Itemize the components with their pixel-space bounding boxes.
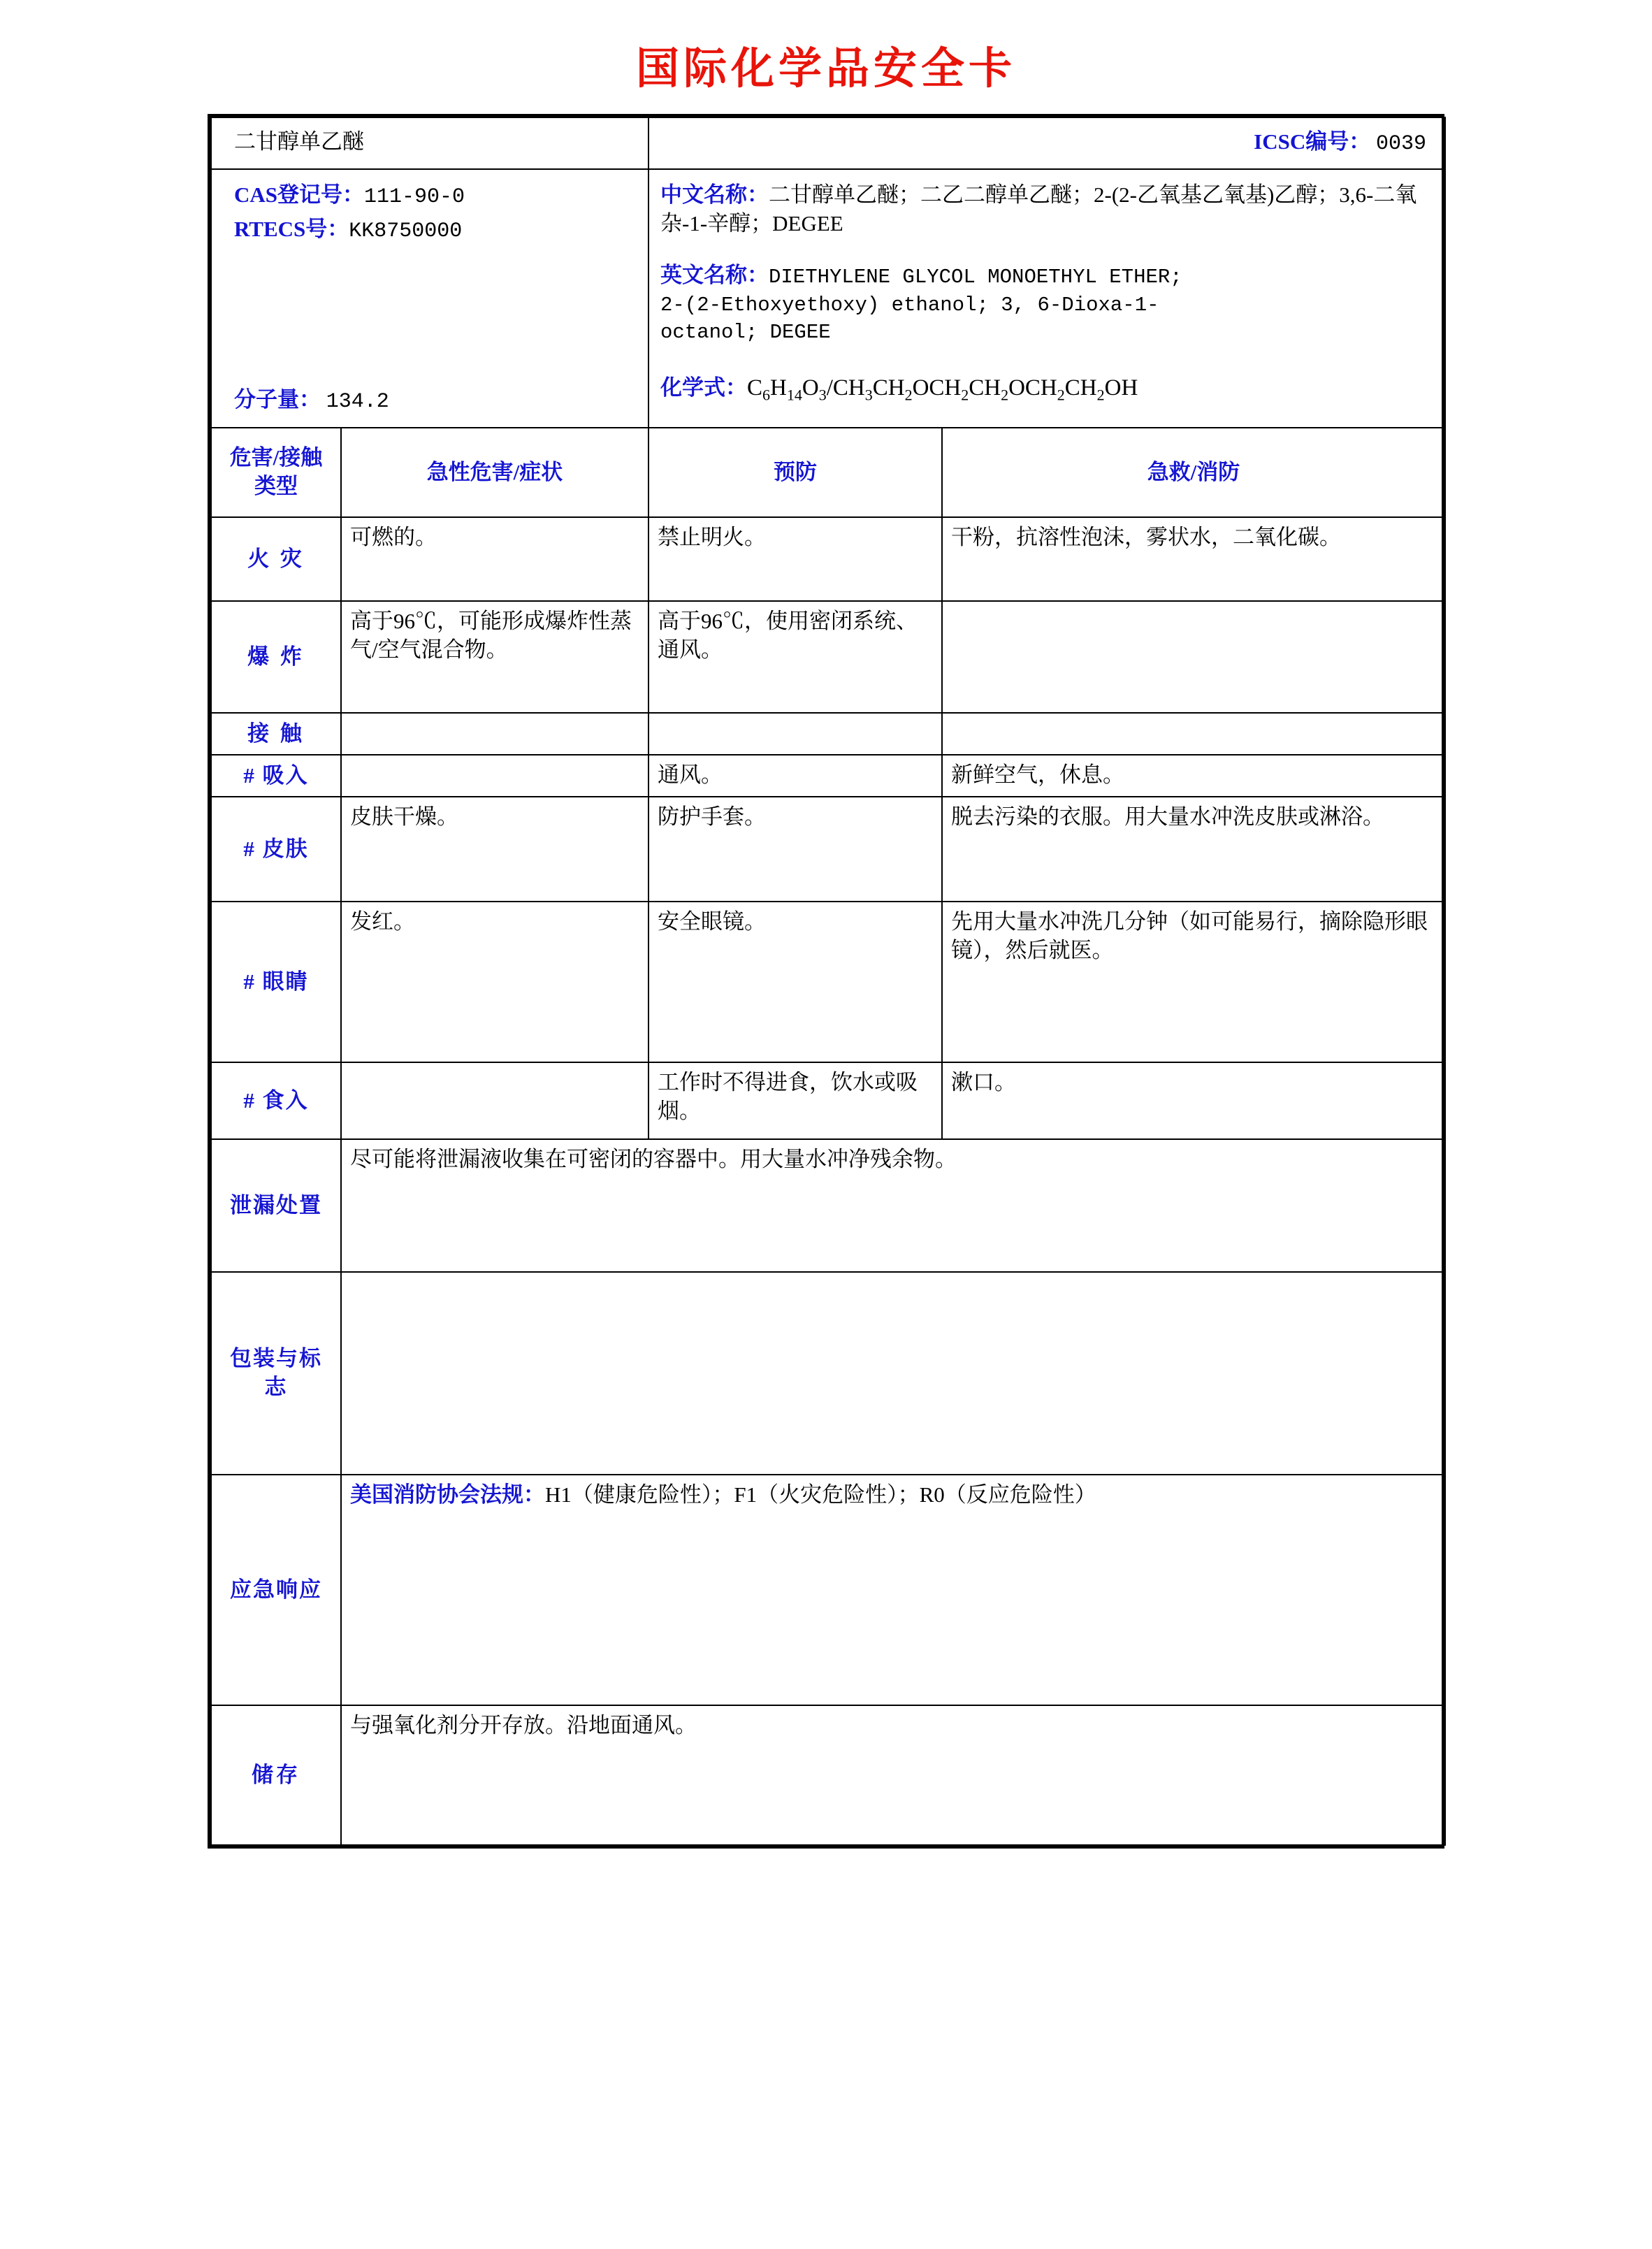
table-row-spillage bbox=[211, 1139, 1445, 1272]
page-title: 国际化学品安全卡 bbox=[635, 45, 1016, 93]
table-row-emergency-response bbox=[211, 1475, 1445, 1705]
table-row-eyes bbox=[211, 902, 1445, 1062]
table-row-ingestion bbox=[211, 1062, 1445, 1139]
english-names-line-3: octanol; DEGEE bbox=[660, 321, 831, 345]
formula-label: 化学式： bbox=[660, 375, 747, 400]
cas-value: 111-90-0 bbox=[364, 185, 465, 209]
row-label-ingestion: # 食入 bbox=[211, 1062, 341, 1139]
cell-skin-firstaid: 脱去污染的衣服。用大量水冲洗皮肤或淋浴。 bbox=[942, 797, 1445, 902]
english-names-line-2: 2-(2-Ethoxyethoxy) ethanol; 3, 6-Dioxa-1- bbox=[660, 293, 1159, 317]
row-label-packaging: 包装与标志 bbox=[211, 1272, 341, 1475]
chinese-names-line bbox=[660, 181, 1426, 238]
row-label-inhalation: # 吸入 bbox=[211, 755, 341, 797]
icsc-card bbox=[208, 114, 1444, 1849]
cell-exposure-firstaid bbox=[942, 713, 1445, 755]
row-label-emergency-response: 应急响应 bbox=[211, 1475, 341, 1705]
cell-inhalation-prevention: 通风。 bbox=[649, 755, 942, 797]
cell-eyes-firstaid: 先用大量水冲洗几分钟（如可能易行，摘除隐形眼镜），然后就医。 bbox=[942, 902, 1445, 1062]
molecular-weight-value: 134.2 bbox=[326, 389, 389, 414]
table-row-header bbox=[211, 117, 1445, 169]
row-label-eyes: # 眼睛 bbox=[211, 902, 341, 1062]
cell-ingestion-prevention: 工作时不得进食，饮水或吸烟。 bbox=[649, 1062, 942, 1139]
cell-storage-text: 与强氧化剂分开存放。沿地面通风。 bbox=[341, 1705, 1445, 1845]
table-row-storage bbox=[211, 1705, 1445, 1845]
row-label-exposure: 接 触 bbox=[211, 713, 341, 755]
cell-inhalation-hazard bbox=[341, 755, 649, 797]
english-names-line-1 bbox=[660, 261, 1426, 291]
table-row-exposure bbox=[211, 713, 1445, 755]
icsc-table bbox=[210, 117, 1446, 1846]
icsc-number: 0039 bbox=[1376, 132, 1427, 156]
table-row-identification bbox=[211, 169, 1445, 428]
column-header-acute-hazards: 急性危害/症状 bbox=[341, 428, 649, 517]
cell-skin-prevention: 防护手套。 bbox=[649, 797, 942, 902]
row-label-fire: 火 灾 bbox=[211, 517, 341, 601]
cas-label: CAS登记号： bbox=[234, 182, 365, 207]
cell-ingestion-firstaid: 漱口。 bbox=[942, 1062, 1445, 1139]
table-row-fire bbox=[211, 517, 1445, 601]
row-label-skin: # 皮肤 bbox=[211, 797, 341, 902]
cell-fire-prevention: 禁止明火。 bbox=[649, 517, 942, 601]
cas-line bbox=[234, 181, 641, 212]
english-names-block bbox=[660, 261, 1426, 346]
row-label-spillage: 泄漏处置 bbox=[211, 1139, 341, 1272]
cell-exposure-hazard bbox=[341, 713, 649, 755]
cell-fire-firstaid: 干粉，抗溶性泡沫，雾状水，二氧化碳。 bbox=[942, 517, 1445, 601]
rtecs-value: KK8750000 bbox=[349, 219, 463, 244]
cell-skin-hazard: 皮肤干燥。 bbox=[341, 797, 649, 902]
rtecs-line bbox=[234, 215, 641, 246]
formula-value: $C_6H_{14}O_3/CH_3CH_2OCH_2CH_2OCH_2CH_2OH$ bbox=[747, 375, 1138, 404]
cell-explosion-prevention: 高于96℃，使用密闭系统、通风。 bbox=[649, 601, 942, 713]
column-header-prevention: 预防 bbox=[649, 428, 942, 517]
substance-name: 二甘醇单乙醚 bbox=[211, 117, 649, 169]
molecular-weight-label: 分子量： bbox=[234, 386, 321, 412]
english-names-label: 英文名称： bbox=[660, 263, 769, 288]
column-header-hazard-type-line1: 危害/接触 bbox=[229, 445, 323, 470]
table-row-inhalation bbox=[211, 755, 1445, 797]
table-row-explosion bbox=[211, 601, 1445, 713]
cell-explosion-firstaid bbox=[942, 601, 1445, 713]
formula-line bbox=[660, 373, 1426, 405]
identification-left bbox=[211, 169, 649, 428]
cell-spillage-text: 尽可能将泄漏液收集在可密闭的容器中。用大量水冲净残余物。 bbox=[341, 1139, 1445, 1272]
row-label-storage: 储存 bbox=[211, 1705, 341, 1845]
rtecs-label: RTECS号： bbox=[234, 217, 349, 242]
cell-fire-hazard: 可燃的。 bbox=[341, 517, 649, 601]
chinese-names-label: 中文名称： bbox=[660, 182, 769, 207]
nfpa-value: H1（健康危险性）；F1（火灾危险性）；R0（反应危险性） bbox=[545, 1482, 1096, 1507]
column-header-hazard-type bbox=[211, 428, 341, 517]
icsc-label: ICSC编号： bbox=[1254, 129, 1371, 154]
cell-ingestion-hazard bbox=[341, 1062, 649, 1139]
column-header-first-aid: 急救/消防 bbox=[942, 428, 1445, 517]
cell-explosion-hazard: 高于96℃，可能形成爆炸性蒸气/空气混合物。 bbox=[341, 601, 649, 713]
table-row-column-headers bbox=[211, 428, 1445, 517]
english-names-value-1: DIETHYLENE GLYCOL MONOETHYL ETHER; bbox=[769, 266, 1182, 289]
icsc-number-cell bbox=[649, 117, 1445, 169]
cell-inhalation-firstaid: 新鲜空气，休息。 bbox=[942, 755, 1445, 797]
cell-eyes-prevention: 安全眼镜。 bbox=[649, 902, 942, 1062]
column-header-hazard-type-line2: 类型 bbox=[254, 474, 298, 499]
chinese-names-value: 二甘醇单乙醚；二乙二醇单乙醚；2-(2-乙氧基乙氧基)乙醇；3,6-二氧杂-1-辛醇；DEGEE bbox=[660, 182, 1417, 236]
table-row-packaging bbox=[211, 1272, 1445, 1475]
cell-emergency-response-text bbox=[341, 1475, 1445, 1705]
nfpa-label: 美国消防协会法规： bbox=[350, 1482, 545, 1507]
cell-eyes-hazard: 发红。 bbox=[341, 902, 649, 1062]
cell-exposure-prevention bbox=[649, 713, 942, 755]
row-label-explosion: 爆 炸 bbox=[211, 601, 341, 713]
cell-packaging-text bbox=[341, 1272, 1445, 1475]
table-row-skin bbox=[211, 797, 1445, 902]
identification-right bbox=[649, 169, 1445, 428]
molecular-weight-line bbox=[234, 386, 641, 417]
